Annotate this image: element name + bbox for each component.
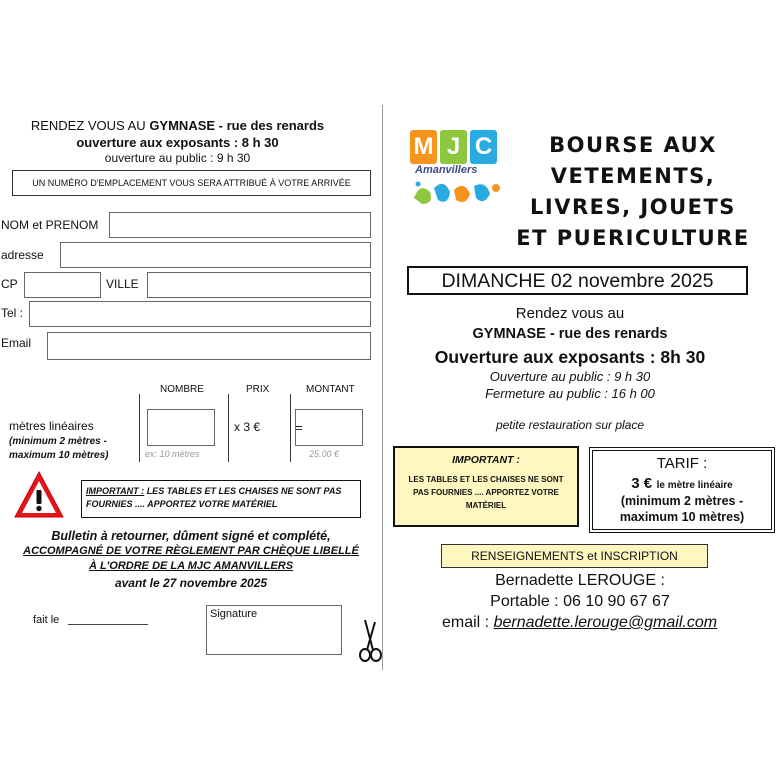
- event-title: [500, 130, 766, 254]
- left-public: ouverture au public : 9 h 30: [104, 151, 251, 165]
- left-important-title: IMPORTANT :: [86, 486, 145, 496]
- tarif-unit: le mètre linéaire: [656, 480, 733, 491]
- contact-email-line: [442, 614, 717, 632]
- email-field[interactable]: [47, 332, 371, 360]
- adresse-label: adresse: [1, 248, 44, 262]
- cp-label: CP: [1, 277, 18, 291]
- scissors-icon: [357, 618, 383, 664]
- logo-sub: Amanvillers: [415, 164, 478, 176]
- mjc-logo: [410, 130, 505, 212]
- montant-example: 25.00 €: [309, 449, 340, 459]
- col-montant: MONTANT: [306, 384, 355, 395]
- right-exposants: Ouverture aux exposants : 8h 30: [434, 347, 706, 367]
- adresse-field[interactable]: [60, 242, 371, 268]
- right-restauration: petite restauration sur place: [495, 418, 645, 432]
- fait-le-line[interactable]: [68, 624, 148, 625]
- contact-email-label: email :: [442, 614, 490, 631]
- tarif-title: TARIF :: [656, 455, 708, 472]
- left-important-box: [81, 480, 361, 518]
- email-label: Email: [1, 336, 32, 350]
- event-date: DIMANCHE 02 novembre 2025: [407, 266, 748, 295]
- nom-field[interactable]: [109, 212, 371, 238]
- ville-field[interactable]: [147, 272, 371, 298]
- right-public: Ouverture au public : 9 h 30: [489, 369, 651, 384]
- metres-label: mètres linéaires: [9, 419, 94, 433]
- tel-label: Tel :: [1, 306, 24, 320]
- metres-note: (minimum 2 mètres - maximum 10 mètres): [9, 436, 109, 461]
- title-line-2: VETEMENTS,: [550, 164, 716, 188]
- tarif-price: 3 €: [631, 475, 653, 492]
- left-rdv-street: - rue des renards: [215, 118, 325, 133]
- logo-j: J: [440, 130, 467, 164]
- panel-divider: [382, 105, 383, 670]
- montant-field[interactable]: [295, 409, 363, 446]
- bracket-right: [290, 394, 291, 462]
- left-rdv-line: RENDEZ VOUS AU: [30, 118, 146, 133]
- bulletin-line4: avant le 27 novembre 2025: [114, 576, 268, 590]
- col-nombre: NOMBRE: [160, 384, 204, 395]
- equals-sign: =: [295, 420, 303, 435]
- logo-c: C: [470, 130, 497, 164]
- contact-email-link[interactable]: bernadette.lerouge@gmail.com: [493, 614, 718, 631]
- right-fermeture: Fermeture au public : 16 h 00: [485, 386, 655, 401]
- ville-label: VILLE: [106, 277, 139, 291]
- title-line-1: BOURSE AUX: [549, 133, 717, 157]
- right-rdv: Rendez vous au: [515, 305, 625, 322]
- bracket-mid: [228, 394, 229, 462]
- bracket-left: [139, 394, 140, 462]
- tarif-note: (minimum 2 mètres - maximum 10 mètres): [619, 494, 745, 524]
- fait-le-label: fait le: [33, 614, 60, 626]
- renseignements-box: RENSEIGNEMENTS et INSCRIPTION: [441, 544, 708, 568]
- logo-m: M: [410, 130, 437, 164]
- nombre-example: ex: 10 mètres: [145, 449, 200, 459]
- contact-phone: Portable : 06 10 90 67 67: [490, 593, 670, 610]
- tarif-box: [589, 447, 775, 533]
- left-important-text: LES TABLES ET LES CHAISES NE SONT PAS FOURNIES .... APPORTEZ VOTRE MATÉRIEL: [86, 486, 342, 509]
- right-important-box: [393, 446, 579, 527]
- right-place: GYMNASE - rue des renards: [472, 326, 668, 342]
- signature-box[interactable]: [206, 605, 342, 655]
- warning-icon: [13, 470, 65, 520]
- logo-letters: [410, 130, 505, 164]
- nombre-field[interactable]: [147, 409, 215, 446]
- bulletin-line3: À L'ORDRE DE LA MJC AMANVILLERS: [88, 560, 294, 572]
- left-exposants: ouverture aux exposants : 8 h 30: [76, 135, 279, 150]
- signature-label: Signature: [210, 608, 258, 620]
- tarif-price-line: [597, 475, 767, 493]
- logo-splash-icon: [410, 176, 505, 208]
- contact-name: Bernadette LEROUGE :: [495, 572, 665, 589]
- tel-field[interactable]: [29, 301, 371, 327]
- col-prix: PRIX: [246, 384, 270, 395]
- bulletin-line1: Bulletin à retourner, dûment signé et complété,: [51, 529, 331, 543]
- title-line-3: LIVRES, JOUETS: [530, 195, 736, 219]
- prix-value: x 3 €: [234, 420, 261, 434]
- cp-field[interactable]: [24, 272, 101, 298]
- nom-label: NOM et PRENOM: [1, 218, 99, 232]
- title-line-4: ET PUERICULTURE: [516, 226, 750, 250]
- right-important-text: LES TABLES ET LES CHAISES NE SONT PAS FOURNIES .... APPORTEZ VOTRE MATÉRIEL: [408, 475, 564, 510]
- right-important-title: IMPORTANT :: [452, 454, 520, 466]
- numero-notice: UN NUMÉRO D'EMPLACEMENT VOUS SERA ATTRIBUÉ À VOTRE ARRIVÉE: [12, 170, 371, 196]
- left-rdv-place: GYMNASE: [149, 118, 216, 133]
- bulletin-line2: ACCOMPAGNÉ DE VOTRE RÈGLEMENT PAR CHÈQUE LIBELLÉ: [23, 545, 359, 557]
- left-rdv-heading: [0, 118, 355, 133]
